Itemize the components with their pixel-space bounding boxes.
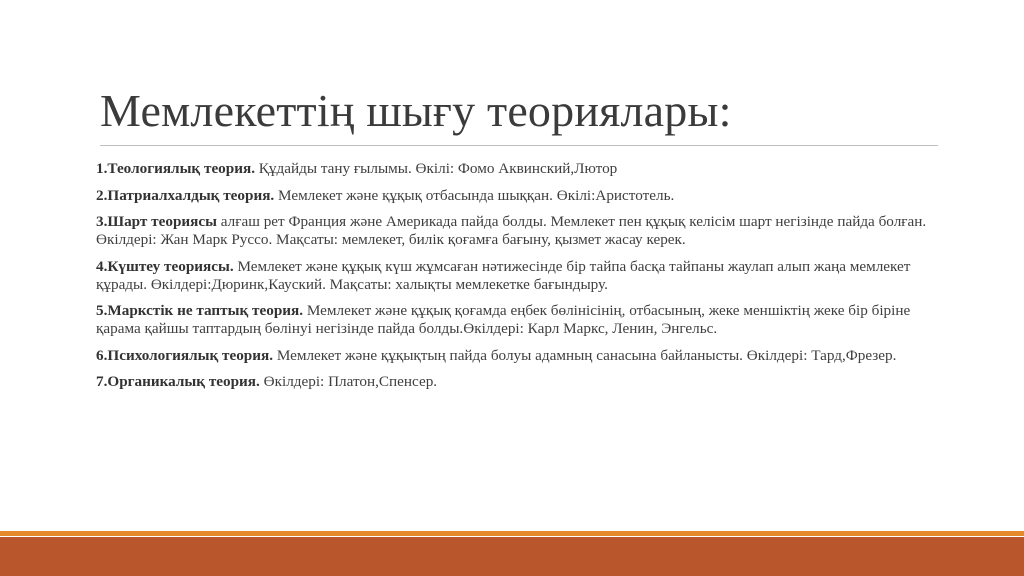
item-heading: 6.Психологиялық теория.: [96, 346, 274, 364]
list-item: [96, 160, 946, 178]
item-text: Құдайды тану ғылымы. Өкілі: Фомо Аквинский,Лютор: [255, 160, 618, 177]
item-heading: 1.Теологиялық теория.: [96, 160, 255, 177]
item-text: Өкілдері: Платон,Спенсер.: [259, 373, 438, 390]
item-text: алғаш рет Франция және Америкада пайда болды. Мемлекет пен құқық келісім шарт негізінде пайда болған. Өкілдері: Жан Марк Руссо. Мақсаты: мемлекет, билік қоғамға бағыну, қызмет жасау керек.: [96, 213, 927, 248]
item-heading: 3.Шарт теориясы: [96, 213, 217, 230]
item-heading: 2.Патриалхалдық теория.: [96, 186, 275, 204]
item-heading: 4.Күштеу теориясы.: [96, 257, 234, 275]
footer-band: [0, 537, 1024, 576]
list-item: [96, 347, 946, 365]
slide-body: [96, 160, 946, 400]
list-item: [96, 258, 946, 294]
item-text: Мемлекет және құқық күш жұмсаған нәтижесінде бір тайпа басқа тайпаны жаулап алып жаңа мемлекет құрады. Өкілдері:Дюринк,Кауский. Мақсаты: халықты мемлекетке бағындыру.: [96, 257, 911, 293]
item-text: Мемлекет және құқықтың пайда болуы адамның санасына байланысты. Өкілдері: Тард,Фрезер.: [273, 346, 897, 364]
item-heading: 5.Маркстік не таптық теория.: [96, 302, 304, 319]
footer-accent-stripe: [0, 531, 1024, 536]
list-item: [96, 302, 946, 338]
list-item: [96, 373, 946, 391]
slide-title: Мемлекеттің шығу теориялары:: [100, 85, 732, 136]
list-item: [96, 187, 946, 205]
item-heading: 7.Органикалық теория.: [96, 373, 260, 390]
list-item: [96, 213, 946, 249]
item-text: Мемлекет және құқық отбасында шыққан. Өкілі:Аристотель.: [274, 186, 675, 204]
title-underline: [100, 145, 938, 146]
item-text: Мемлекет және құқық қоғамда еңбек бөлінісінің, отбасының, жеке меншіктің жеке бір біріне қарама қайшы таптардың бөлінуі негізінде пайда болды.Өкілдері: Карл Маркс, Ленин, Энгельс.: [96, 302, 911, 337]
